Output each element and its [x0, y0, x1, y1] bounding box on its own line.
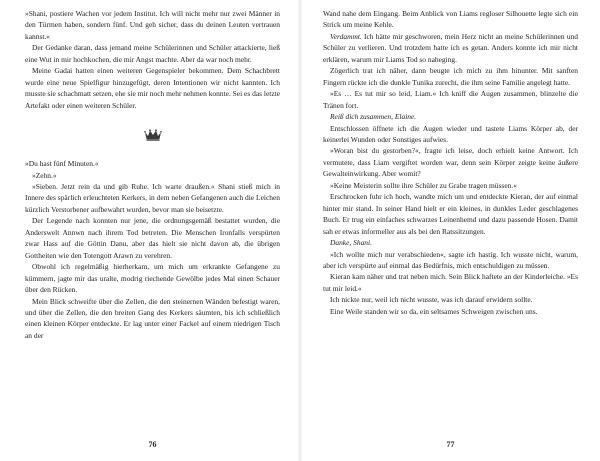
left-page: [25, 8, 280, 341]
paragraph: Reiß dich zusammen, Elaine.: [330, 112, 417, 122]
paragraph: Der Legende nach konnten nur jene, die ordnungsgemäß bestattet wurden, die Anderswelt Annwn nach ihrem Tod betreten. Die Menschen Ironfalls verspürten zwar Hass auf die Göttin Danu, aber das hielt sie nicht davon ab, die übrigen Gottheiten wie den Totengott Arawn zu verehren.: [25, 216, 280, 260]
paragraph: Der Gedanke daran, dass jemand meine Schülerinnen und Schüler attackierte, ließ eine Wut in mir hochkochen, die mir Angst machte. Aber da war noch mehr.: [25, 43, 280, 64]
paragraph: »Keine Meisterin sollte ihre Schüler zu Grabe tragen müssen.«: [330, 180, 517, 190]
crown-icon: [144, 129, 162, 141]
paragraph: Wand nahe dem Eingang. Beim Anblick von Liams regloser Silhouette legte sich ein Strick um meine Kehle.: [323, 9, 578, 30]
paragraph: Obwohl ich regelmäßig hierherkam, um mich um erkrankte Gefangene zu kümmern, jagte mir das uralte, modrig riechende Gewölbe jedes Mal einen Schauer über den Rücken.: [25, 262, 280, 295]
right-page: [323, 8, 578, 317]
paragraph: »Woran bist du gestorben?«, fragte ich leise, doch erhielt keine Antwort. Ich vermutete, dass Liam vergiftet worden war, denn sein Körper zeigte keine äußere Gewalteinwirkung. Aber womit?: [323, 146, 578, 179]
page-number-right: 77: [446, 440, 455, 449]
left-section-1: [25, 8, 280, 111]
paragraph: »Zehn.«: [32, 170, 57, 180]
paragraph: Eine Weile standen wir so da, ein seltsames Schweigen zwischen uns.: [330, 306, 538, 316]
paragraph: Zögerlich trat ich näher, dann beugte ich mich zu ihm hinunter. Mit sanften Fingern rückte ich die dunkle Tunika zurecht, die ihm seine Familie angelegt hatte.: [323, 66, 578, 87]
paragraph: Mein Blick schweifte über die Zellen, die den steinernen Wänden befestigt waren, und über die Zellen, die den breiten Gang des Kerkers säumten, bis ich schließlich einen kleinen Körper entdeckte. Er lag unter einer Fackel auf einem niedrigen Tisch an der: [25, 296, 280, 340]
paragraph: Kieran kam näher und trat neben mich. Sein Blick haftete an der Kinderleiche. »Es tut mir leid.«: [323, 272, 578, 293]
paragraph: Ich nickte nur, weil ich nicht wusste, was ich darauf erwidern sollte.: [330, 295, 533, 305]
paragraph: »Es … Es tut mir so leid, Liam.« Ich kniff die Augen zusammen, blinzelte die Tränen fort.: [323, 89, 578, 110]
paragraph: »Du hast fünf Minuten.«: [25, 159, 99, 169]
paragraph: Erschrocken fuhr ich hoch, wandte mich um und entdeckte Kieran, der auf einmal hinter mir stand. In seiner Hand hielt er ein kleines, in dunkles Leder geschlagenes Buch. Er trug ein einfaches schwarzes Leinenhemd und dazu passende Hosen. Damit sah er etwas informeller aus als bei den Ratssitzungen.: [323, 192, 578, 236]
paragraph: Meine Gadai hatten einen weiteren Gegenspieler bekommen. Dem Schachbrett wurde eine neue Spielfigur hinzugefügt, deren Intentionen wir nicht kannten. Ich musste sie schachmatt setzen, ehe sie mir noch mehr nehmen konnte. Sei es das letzte Artefakt oder einen weiteren Schüler.: [25, 66, 280, 110]
paragraph: »Ich wollte mich nur verabschieden«, sagte ich hastig. Ich wusste nicht, warum, aber ich verspürte auf einmal das Bedürfnis, mich entschuldigen zu müssen.: [323, 249, 578, 270]
paragraph: Entschlossen öffnete ich die Augen wieder und tastete Liams Körper ab, der keinerlei Wunden oder Sonstiges aufwies.: [323, 123, 578, 144]
book-gutter: [297, 0, 303, 461]
page-number-left: 76: [148, 440, 157, 449]
paragraph: »Sieben. Jetzt rein da und gib Ruhe. Ich warte draußen.« Shani stieß mich in Innere des spärlich erleuchteten Kerkers, in dem neben Gefangenen auch die Leichen kürzlich Verstorbener aufbewahrt wurden, bevor man sie beisetzte.: [25, 181, 280, 214]
paragraph: Verdammt. Ich hätte mir geschworen, mein Herz nicht an meine Schülerinnen und Schüler zu verlieren. Und trotzdem hatte ich es getan. Anders konnte ich mir nicht erklären, warum mir Liams Tod so naheging.: [323, 31, 578, 64]
section-divider: [25, 111, 280, 158]
left-section-2: [25, 158, 280, 341]
paragraph: »Shani, postiere Wachen vor jedem Institut. Ich will nicht mehr nur zwei Männer in den Türmen haben, sondern fünf. Und geh sicher, dass du deinen Leuten vertrauen kannst.«: [25, 9, 280, 41]
paragraph: Danke, Shani.: [330, 238, 372, 248]
right-page-body: [323, 8, 578, 317]
